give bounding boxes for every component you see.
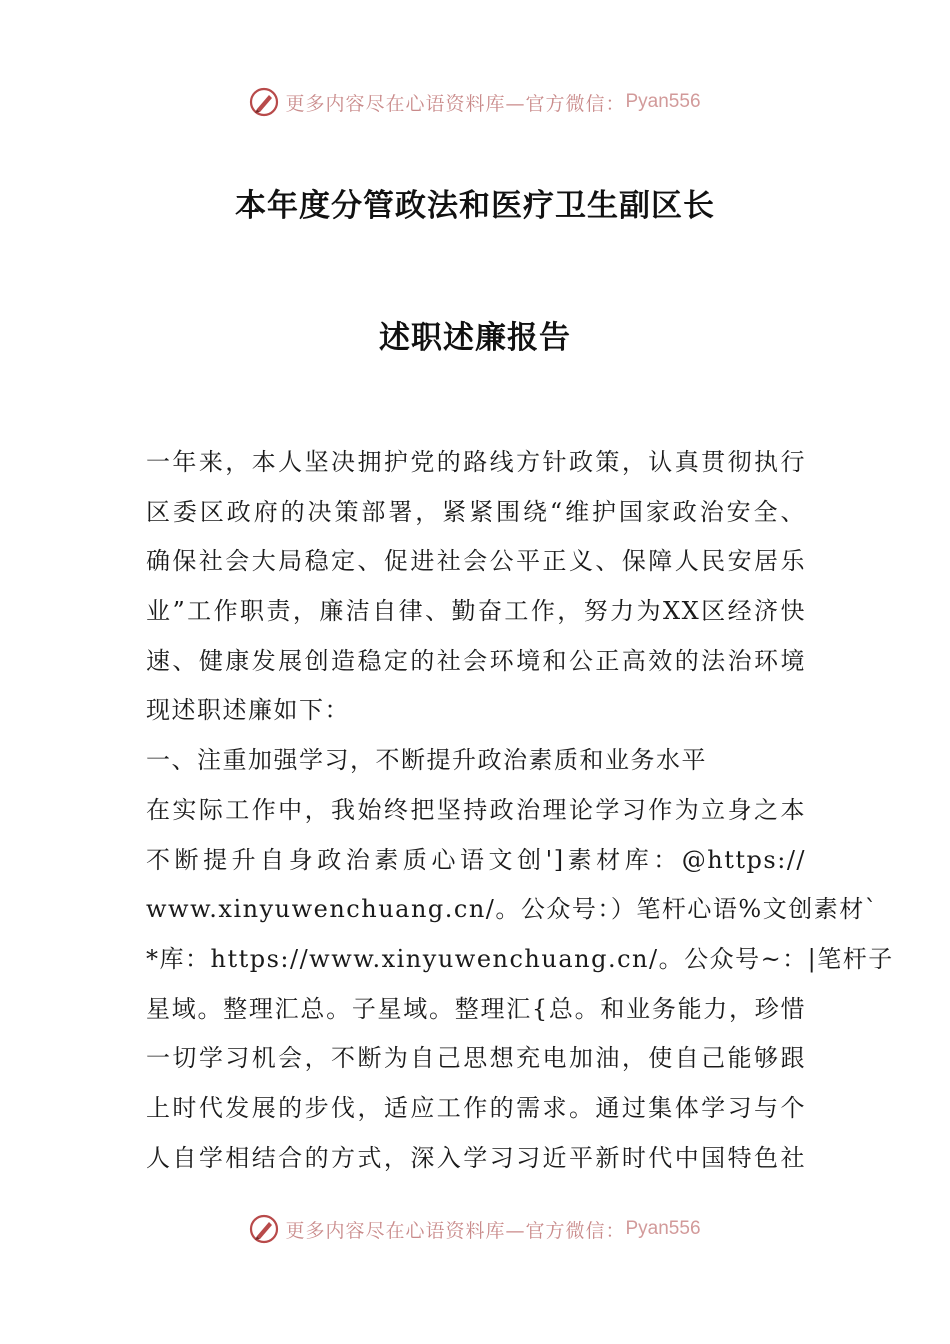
watermark-banner-top bbox=[0, 82, 950, 122]
watermark-wechat-id: Pyan556 bbox=[625, 1218, 701, 1239]
body-line: 一年来，本人坚决拥护党的路线方针政策，认真贯彻执行 bbox=[146, 448, 806, 476]
body-line: 确保社会大局稳定、促进社会公平正义、保障人民安居乐 bbox=[146, 547, 806, 576]
body-line: 一切学习机会，不断为自己思想充电加油，使自己能够跟 bbox=[146, 1044, 806, 1073]
watermark-text: 更多内容尽在心语资料库—官方微信： bbox=[285, 92, 626, 115]
body-line: www.xinyuwenchuang.cn/。公众号：）笔杆心语%文创素材` bbox=[146, 895, 879, 924]
section-heading: 一、注重加强学习，不断提升政治素质和业务水平 bbox=[146, 746, 707, 775]
body-line: 速、健康发展创造稳定的社会环境和公正高效的法治环境 bbox=[146, 646, 806, 675]
watermark-text: 更多内容尽在心语资料库—官方微信： bbox=[285, 1219, 626, 1242]
body-line: 上时代发展的步伐，适应工作的需求。通过集体学习与个 bbox=[146, 1093, 806, 1122]
body-line: 星域。整理汇总。子星域。整理汇{总。和业务能力，珍惜 bbox=[146, 994, 806, 1023]
document-title-line-1: 本年度分管政法和医疗卫生副区长 bbox=[235, 188, 715, 224]
body-line: 业”工作职责，廉洁自律、勤奋工作，努力为XX区经济快 bbox=[146, 597, 806, 626]
body-line: 区委区政府的决策部署，紧紧围绕“维护国家政治安全、 bbox=[146, 497, 806, 526]
body-line: 人自学相结合的方式，深入学习习近平新时代中国特色社 bbox=[146, 1143, 806, 1172]
watermark-wechat-id: Pyan556 bbox=[625, 91, 701, 112]
body-line: 在实际工作中，我始终把坚持政治理论学习作为立身之本 bbox=[146, 795, 806, 824]
document-title-line-2: 述职述廉报告 bbox=[379, 320, 571, 356]
pen-logo-icon bbox=[249, 1214, 279, 1244]
body-line: 不断提升自身政治素质心语文创']素材库：@https:// bbox=[146, 845, 806, 874]
body-line: 现述职述廉如下： bbox=[146, 696, 350, 725]
body-line: *库：https://www.xinyuwenchuang.cn/。公众号~：|笔杆子 bbox=[146, 944, 894, 973]
watermark-banner-bottom bbox=[0, 1209, 950, 1249]
pen-logo-icon bbox=[249, 87, 279, 117]
document-body bbox=[146, 438, 894, 1183]
